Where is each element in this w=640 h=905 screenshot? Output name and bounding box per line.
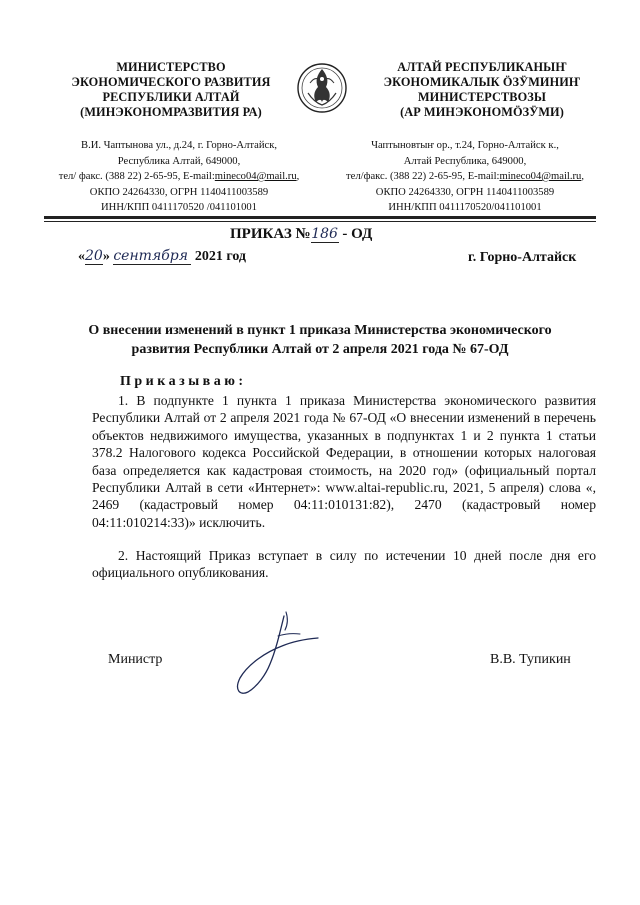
okpo-line: ОКПО 24264330, ОГРН 1140411003589 (89, 186, 269, 198)
address-line: В.И. Чаптынова ул., д.24, г. Горно-Алтайск, (81, 140, 277, 151)
contact-line: тел/ факс. (388 22) 2-65-95, E-mail:mineco04@mail.ru, (58, 171, 300, 182)
address-block-alt (330, 138, 600, 216)
inn-line: ИНН/КПП 0411170520/041101001 (388, 202, 542, 213)
date-day-handwritten: 20 (85, 248, 103, 264)
header-rule-thick (44, 216, 596, 219)
paragraph-1: 1. В подпункте 1 пункта 1 приказа Министерства экономического развития Республики Алтай от 2 апреля 2021 года № 67-ОД «О внесении изменений в перечень объектов недвижимого имущества, указанных в подпунктах 1 и 2 пункта 1 статьи 378.2 Налогового кодекса Российской Федерации, в отношении которых налоговая база определяется как кадастровая стоимость, на 2020 год» (официальный портал Республики Алтай в сети «Интернет»: www.altai-republic.ru, 2021, 5 апреля) слова «, 2469 (кадастровый номер 04:11:010131:82), 2470 (кадастровый номер 04:11:010214:33)» исключить. (92, 393, 596, 530)
email-link[interactable]: mineco04@mail.ru (214, 171, 297, 182)
order-number-handwritten: 186 (311, 226, 338, 242)
header-rule-thin (44, 221, 596, 222)
order-subject: О внесении изменений в пункт 1 приказа Министерства экономического развития Республики Алтай от 2 апреля 2021 года № 67-ОД (88, 323, 552, 357)
address-line: Республика Алтай, 649000, (117, 155, 241, 167)
coat-of-arms-icon (296, 57, 348, 119)
handwritten-signature-icon (222, 606, 332, 698)
order-city: г. Горно-Алтайск (468, 250, 577, 265)
contact-line: тел/факс. (388 22) 2-65-95, E-mail:mineco04@mail.ru, (346, 171, 584, 182)
address-line: Алтай Республика, 649000, (403, 155, 527, 167)
address-line: Чаптыновтыҥ ор., т.24, Горно-Алтайск к., (371, 140, 559, 151)
paragraph-2: 2. Настоящий Приказ вступает в силу по истечении 10 дней после дня его официального опубликования. (92, 548, 596, 581)
address-block-ru (44, 138, 314, 216)
header-left (46, 60, 296, 120)
email-link[interactable]: mineco04@mail.ru (499, 171, 582, 182)
order-date: «20» сентября 2021 год (78, 248, 247, 264)
inn-line: ИНН/КПП 0411170520 /041101001 (101, 202, 257, 213)
org-name-ru: МИНИСТЕРСТВО ЭКОНОМИЧЕСКОГО РАЗВИТИЯ РЕСПУБЛИКИ АЛТАЙ (МИНЭКОНОМРАЗВИТИЯ РА) (71, 60, 271, 119)
org-name-alt: АЛТАЙ РЕСПУБЛИКАНЫҤ ЭКОНОМИКАЛЫК ÖЗӰМИНИҤ МИНИСТЕРСТВОЗЫ (АР МИНЭКОНОМÖЗӰМИ) (383, 60, 581, 119)
order-word: Приказываю: (120, 374, 247, 389)
order-title: ПРИКАЗ №186 - ОД (230, 226, 373, 242)
signatory-name: В.В. Тупикин (490, 652, 571, 667)
header-right (352, 60, 612, 120)
okpo-line: ОКПО 24264330, ОГРН 1140411003589 (375, 186, 555, 198)
signatory-position: Министр (108, 652, 163, 667)
date-month-handwritten: сентября (113, 248, 191, 265)
